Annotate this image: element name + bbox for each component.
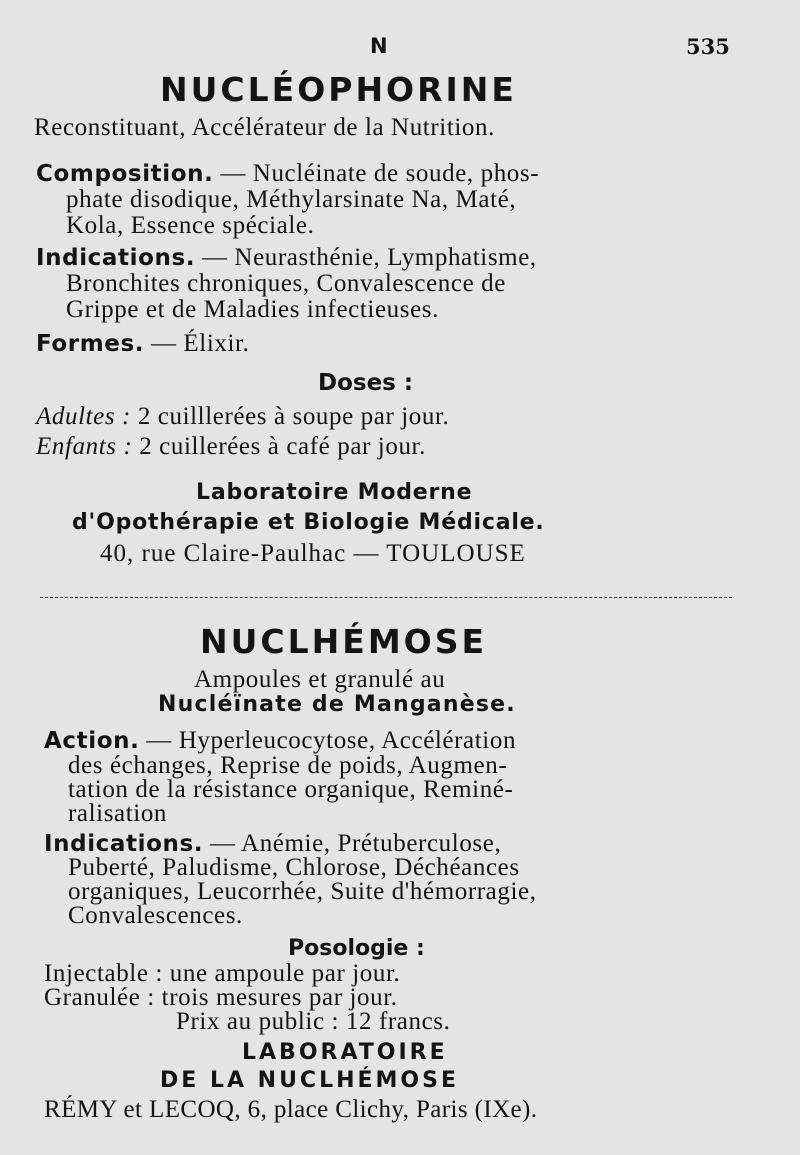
composition-line-3: Kola, Essence spéciale. bbox=[66, 212, 315, 239]
indications-line-1: Indications. — Neurasthénie, Lymphatisme, bbox=[36, 244, 537, 271]
product-subtitle-line-2: Nucléïnate de Manganèse. bbox=[158, 692, 516, 717]
posologie-granulee: Granulée : trois mesures par jour. bbox=[44, 984, 398, 1011]
lab2-address: RÉMY et LECOQ, 6, place Clichy, Paris (IXe). bbox=[44, 1096, 538, 1123]
section-letter: N bbox=[370, 34, 388, 58]
action-line-4: ralisation bbox=[68, 800, 168, 827]
indications2-line-4: Convalescences. bbox=[68, 902, 243, 929]
composition-line-2: phate disodique, Méthylarsinate Na, Maté, bbox=[66, 186, 517, 213]
action-line-2: des échanges, Reprise de poids, Augmen- bbox=[68, 752, 508, 779]
product-title-nucleophorine: NUCLÉOPHORINE bbox=[160, 70, 517, 109]
lab2-name-line-2: DE LA NUCLHÉMOSE bbox=[160, 1068, 460, 1093]
indications2-line-1: Indications. — Anémie, Prétuberculose, bbox=[44, 830, 502, 857]
formes-line: Formes. — Élixir. bbox=[36, 330, 250, 357]
product-title-nuclhemose: NUCLHÉMOSE bbox=[200, 622, 488, 661]
section-divider bbox=[40, 597, 732, 598]
doses-heading: Doses : bbox=[318, 370, 414, 396]
dose-adults: Adultes : 2 cuilllerées à soupe par jour. bbox=[36, 403, 450, 430]
formes-label: Formes. bbox=[36, 331, 145, 357]
indications2-label: Indications. bbox=[44, 831, 204, 857]
action-line-3: tation de la résistance organique, Reminé- bbox=[68, 776, 514, 803]
page-number: 535 bbox=[686, 34, 730, 59]
lab-name-line-1: Laboratoire Moderne bbox=[196, 480, 473, 505]
public-price: Prix au public : 12 francs. bbox=[176, 1008, 451, 1035]
indications-line-3: Grippe et de Maladies infectieuses. bbox=[66, 296, 439, 323]
lab-name-line-2: d'Opothérapie et Biologie Médicale. bbox=[72, 510, 545, 535]
indications2-line-2: Puberté, Paludisme, Chlorose, Déchéances bbox=[68, 854, 520, 881]
product-subtitle: Reconstituant, Accélérateur de la Nutrition. bbox=[34, 114, 495, 141]
product-subtitle-line-1: Ampoules et granulé au bbox=[194, 666, 446, 693]
action-label: Action. bbox=[44, 728, 140, 754]
composition-line-1: Composition. — Nucléinate de soude, phos- bbox=[36, 160, 540, 187]
composition-label: Composition. bbox=[36, 161, 214, 187]
indications-label: Indications. bbox=[36, 245, 196, 271]
posologie-heading: Posologie : bbox=[288, 936, 425, 961]
indications-line-2: Bronchites chroniques, Convalescence de bbox=[66, 270, 506, 297]
lab-address: 40, rue Claire-Paulhac — TOULOUSE bbox=[100, 540, 526, 567]
indications2-line-3: organiques, Leucorrhée, Suite d'hémorragie, bbox=[68, 878, 537, 905]
posologie-injectable: Injectable : une ampoule par jour. bbox=[44, 960, 401, 987]
lab2-name-line-1: LABORATOIRE bbox=[242, 1040, 448, 1065]
action-line-1: Action. — Hyperleucocytose, Accélération bbox=[44, 727, 517, 754]
dose-children: Enfants : 2 cuillerées à café par jour. bbox=[36, 433, 426, 460]
